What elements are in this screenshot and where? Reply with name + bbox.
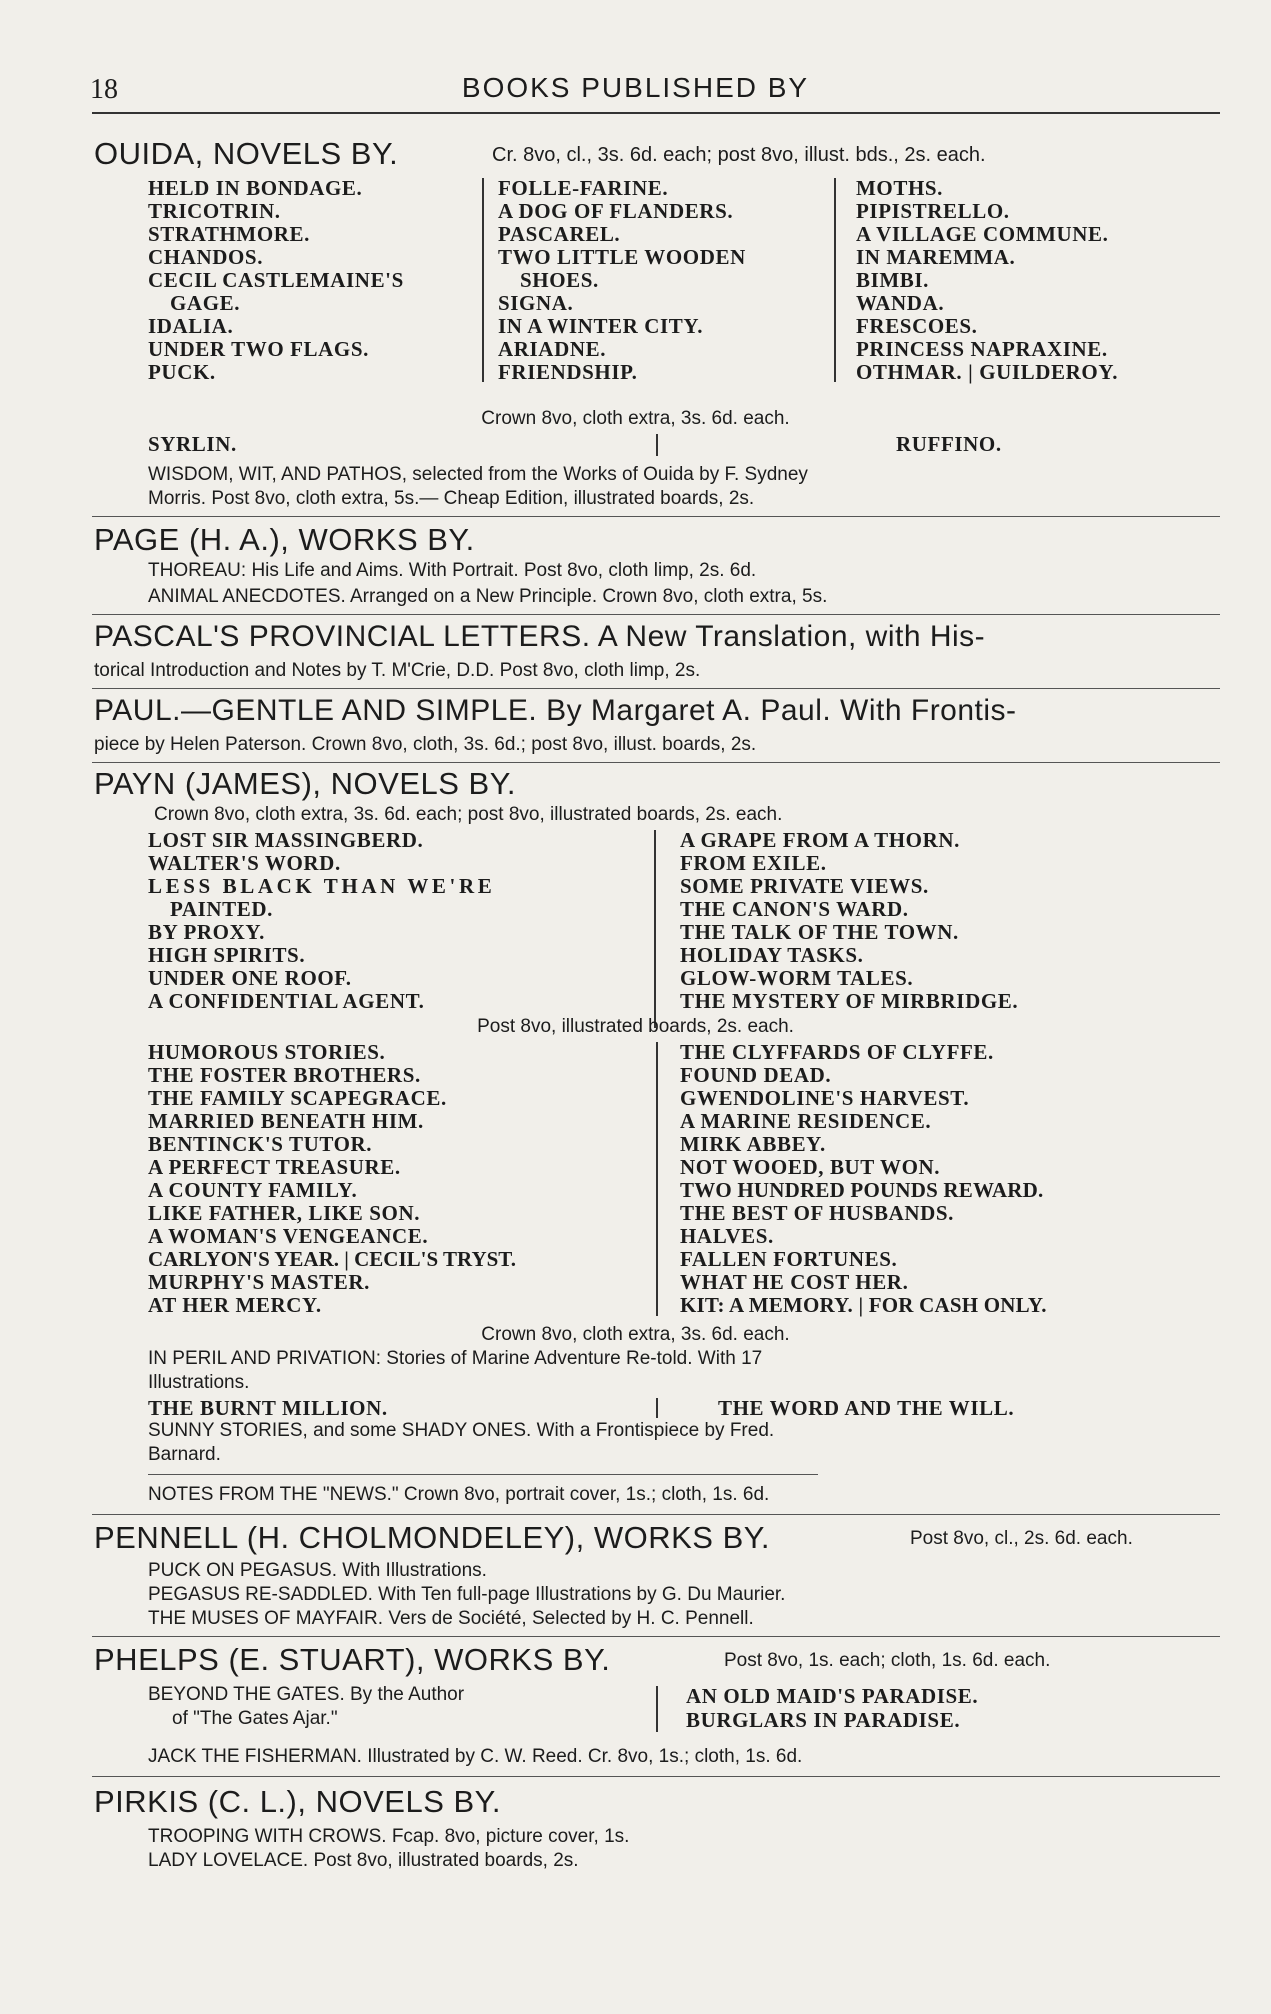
list-item: HOLIDAY TASKS.: [680, 943, 864, 967]
payn-heading: PAYN (JAMES), NOVELS BY.: [94, 766, 517, 801]
list-item: ARIADNE.: [498, 337, 607, 361]
list-item: A GRAPE FROM A THORN.: [680, 828, 960, 852]
list-item: FRESCOES.: [856, 314, 978, 338]
phelps-price: Post 8vo, 1s. each; cloth, 1s. 6d. each.: [724, 1650, 1051, 1671]
list-item: A WOMAN'S VENGEANCE.: [148, 1224, 429, 1248]
list-item: IN MAREMMA.: [856, 245, 1016, 269]
list-item: FOUND DEAD.: [680, 1063, 832, 1087]
list-item: BIMBI.: [856, 268, 930, 292]
list-item: MIRK ABBEY.: [680, 1132, 826, 1156]
list-item: A COUNTY FAMILY.: [148, 1178, 358, 1202]
list-item: AN OLD MAID'S PARADISE.: [686, 1684, 979, 1708]
list-item: PIPISTRELLO.: [856, 199, 1010, 223]
list-item: THE FOSTER BROTHERS.: [148, 1063, 421, 1087]
list-item: SOME PRIVATE VIEWS.: [680, 874, 929, 898]
payn-peril-line-2: Illustrations.: [148, 1372, 250, 1393]
list-item: WALTER'S WORD.: [148, 851, 341, 875]
section-rule: [92, 762, 1220, 763]
list-item: AT HER MERCY.: [148, 1293, 322, 1317]
column-divider: [656, 1398, 658, 1418]
phelps-jack-line: JACK THE FISHERMAN. Illustrated by C. W. Reed. Cr. 8vo, 1s.; cloth, 1s. 6d.: [148, 1746, 803, 1767]
pascal-line-2: torical Introduction and Notes by T. M'Crie, D.D. Post 8vo, cloth limp, 2s.: [94, 660, 701, 681]
section-rule: [148, 1474, 818, 1475]
section-rule: [92, 1514, 1220, 1515]
ouida-price-line: Cr. 8vo, cl., 3s. 6d. each; post 8vo, illust. bds., 2s. each.: [492, 144, 986, 166]
ouida-heading: OUIDA, NOVELS BY.: [94, 136, 399, 171]
list-item: BURGLARS IN PARADISE.: [686, 1708, 961, 1732]
list-item: TWO LITTLE WOODEN: [498, 245, 746, 269]
payn-peril-line-1: IN PERIL AND PRIVATION: Stories of Marine Adventure Re-told. With 17: [148, 1348, 763, 1369]
list-item: NOT WOOED, BUT WON.: [680, 1155, 941, 1179]
paul-line-2: piece by Helen Paterson. Crown 8vo, cloth, 3s. 6d.; post 8vo, illust. boards, 2s.: [94, 734, 757, 755]
payn-price-line: Crown 8vo, cloth extra, 3s. 6d. each; post 8vo, illustrated boards, 2s. each.: [154, 804, 783, 825]
column-divider: [656, 1686, 658, 1732]
section-rule: [92, 1776, 1220, 1777]
payn-sunny-line-2: Barnard.: [148, 1444, 221, 1465]
column-divider: [482, 178, 484, 382]
list-item: PASCAREL.: [498, 222, 621, 246]
list-item: THE BEST OF HUSBANDS.: [680, 1201, 955, 1225]
list-item: IDALIA.: [148, 314, 234, 338]
list-item: THE WORD AND THE WILL.: [718, 1396, 1015, 1420]
running-head: BOOKS PUBLISHED BY: [461, 72, 810, 103]
column-divider: [656, 434, 658, 456]
list-item: THE BURNT MILLION.: [148, 1396, 388, 1420]
ouida-wisdom-line-2: Morris. Post 8vo, cloth extra, 5s.— Cheap Edition, illustrated boards, 2s.: [148, 488, 755, 509]
list-item: TRICOTRIN.: [148, 199, 281, 223]
list-item: FROM EXILE.: [680, 851, 827, 875]
list-item: CARLYON'S YEAR. | CECIL'S TRYST.: [148, 1247, 516, 1271]
list-item: GAGE.: [170, 291, 241, 315]
list-item: PUCK.: [148, 360, 216, 384]
list-item: GLOW-WORM TALES.: [680, 966, 914, 990]
list-item: MOTHS.: [856, 176, 944, 200]
list-item: CHANDOS.: [148, 245, 264, 269]
pirkis-line-2: LADY LOVELACE. Post 8vo, illustrated boards, 2s.: [148, 1850, 579, 1871]
paul-line-1: PAUL.—GENTLE AND SIMPLE. By Margaret A. Paul. With Frontis-: [94, 694, 1017, 727]
list-item: THE CLYFFARDS OF CLYFFE.: [680, 1040, 994, 1064]
column-divider: [656, 1042, 658, 1316]
phelps-beyond-line-1: BEYOND THE GATES. By the Author: [148, 1684, 465, 1705]
list-item: A DOG OF FLANDERS.: [498, 199, 734, 223]
pirkis-heading: PIRKIS (C. L.), NOVELS BY.: [94, 1784, 501, 1819]
page-ha-line-2: ANIMAL ANECDOTES. Arranged on a New Principle. Crown 8vo, cloth extra, 5s.: [148, 586, 828, 607]
payn-post-line: Post 8vo, illustrated boards, 2s. each.: [477, 1016, 794, 1037]
list-item: SYRLIN.: [148, 432, 237, 456]
list-item: FOLLE-FARINE.: [498, 176, 669, 200]
pennell-price: Post 8vo, cl., 2s. 6d. each.: [910, 1528, 1133, 1549]
pirkis-line-1: TROOPING WITH CROWS. Fcap. 8vo, picture cover, 1s.: [148, 1826, 630, 1847]
pascal-line-1: PASCAL'S PROVINCIAL LETTERS. A New Translation, with His-: [94, 620, 986, 653]
column-divider: [654, 830, 656, 1028]
section-rule: [92, 688, 1220, 689]
list-item: TWO HUNDRED POUNDS REWARD.: [680, 1178, 1044, 1202]
list-item: A VILLAGE COMMUNE.: [856, 222, 1109, 246]
list-item: GWENDOLINE'S HARVEST.: [680, 1086, 970, 1110]
list-item: OTHMAR. | GUILDEROY.: [856, 360, 1119, 384]
list-item: HALVES.: [680, 1224, 774, 1248]
list-item: A MARINE RESIDENCE.: [680, 1109, 932, 1133]
list-item: CECIL CASTLEMAINE'S: [148, 268, 404, 292]
list-item: LESS BLACK THAN WE'RE: [148, 874, 496, 898]
phelps-heading: PHELPS (E. STUART), WORKS BY.: [94, 1642, 611, 1677]
pennell-line-2: PEGASUS RE-SADDLED. With Ten full-page Illustrations by G. Du Maurier.: [148, 1584, 786, 1605]
list-item: UNDER ONE ROOF.: [148, 966, 352, 990]
list-item: LOST SIR MASSINGBERD.: [148, 828, 424, 852]
phelps-beyond-line-2: of "The Gates Ajar.": [172, 1708, 338, 1729]
pennell-heading: PENNELL (H. CHOLMONDELEY), WORKS BY.: [94, 1520, 771, 1555]
list-item: KIT: A MEMORY. | FOR CASH ONLY.: [680, 1293, 1047, 1317]
ouida-wisdom-line-1: WISDOM, WIT, AND PATHOS, selected from the Works of Ouida by F. Sydney: [148, 464, 808, 485]
list-item: PRINCESS NAPRAXINE.: [856, 337, 1108, 361]
column-divider: [834, 178, 836, 382]
page-ha-line-1: THOREAU: His Life and Aims. With Portrait. Post 8vo, cloth limp, 2s. 6d.: [148, 560, 757, 581]
list-item: MARRIED BENEATH HIM.: [148, 1109, 424, 1133]
payn-sunny-line-1: SUNNY STORIES, and some SHADY ONES. With a Frontispiece by Fred.: [148, 1420, 775, 1441]
list-item: FALLEN FORTUNES.: [680, 1247, 898, 1271]
list-item: THE CANON'S WARD.: [680, 897, 909, 921]
header-rule: [92, 112, 1220, 114]
list-item: THE FAMILY SCAPEGRACE.: [148, 1086, 447, 1110]
list-item: A CONFIDENTIAL AGENT.: [148, 989, 425, 1013]
list-item: LIKE FATHER, LIKE SON.: [148, 1201, 421, 1225]
list-item: PAINTED.: [170, 897, 274, 921]
list-item: RUFFINO.: [896, 432, 1002, 456]
list-item: SIGNA.: [498, 291, 574, 315]
list-item: FRIENDSHIP.: [498, 360, 638, 384]
list-item: IN A WINTER CITY.: [498, 314, 704, 338]
list-item: HELD IN BONDAGE.: [148, 176, 363, 200]
list-item: BENTINCK'S TUTOR.: [148, 1132, 373, 1156]
pennell-line-3: THE MUSES OF MAYFAIR. Vers de Société, Selected by H. C. Pennell.: [148, 1608, 754, 1629]
section-rule: [92, 614, 1220, 615]
page-ha-heading: PAGE (H. A.), WORKS BY.: [94, 522, 475, 557]
page-number: 18: [90, 74, 118, 105]
list-item: HIGH SPIRITS.: [148, 943, 306, 967]
section-rule: [92, 1636, 1220, 1637]
payn-notes-line: NOTES FROM THE "NEWS." Crown 8vo, portrait cover, 1s.; cloth, 1s. 6d.: [148, 1484, 770, 1505]
list-item: BY PROXY.: [148, 920, 266, 944]
list-item: SHOES.: [520, 268, 599, 292]
payn-crown-line: Crown 8vo, cloth extra, 3s. 6d. each.: [481, 1324, 790, 1345]
list-item: HUMOROUS STORIES.: [148, 1040, 386, 1064]
pennell-line-1: PUCK ON PEGASUS. With Illustrations.: [148, 1560, 487, 1581]
list-item: WANDA.: [856, 291, 945, 315]
section-rule: [92, 516, 1220, 517]
list-item: A PERFECT TREASURE.: [148, 1155, 401, 1179]
list-item: THE MYSTERY OF MIRBRIDGE.: [680, 989, 1019, 1013]
ouida-crown-line: Crown 8vo, cloth extra, 3s. 6d. each.: [481, 408, 790, 429]
list-item: THE TALK OF THE TOWN.: [680, 920, 959, 944]
list-item: STRATHMORE.: [148, 222, 310, 246]
list-item: MURPHY'S MASTER.: [148, 1270, 370, 1294]
list-item: WHAT HE COST HER.: [680, 1270, 909, 1294]
list-item: UNDER TWO FLAGS.: [148, 337, 369, 361]
